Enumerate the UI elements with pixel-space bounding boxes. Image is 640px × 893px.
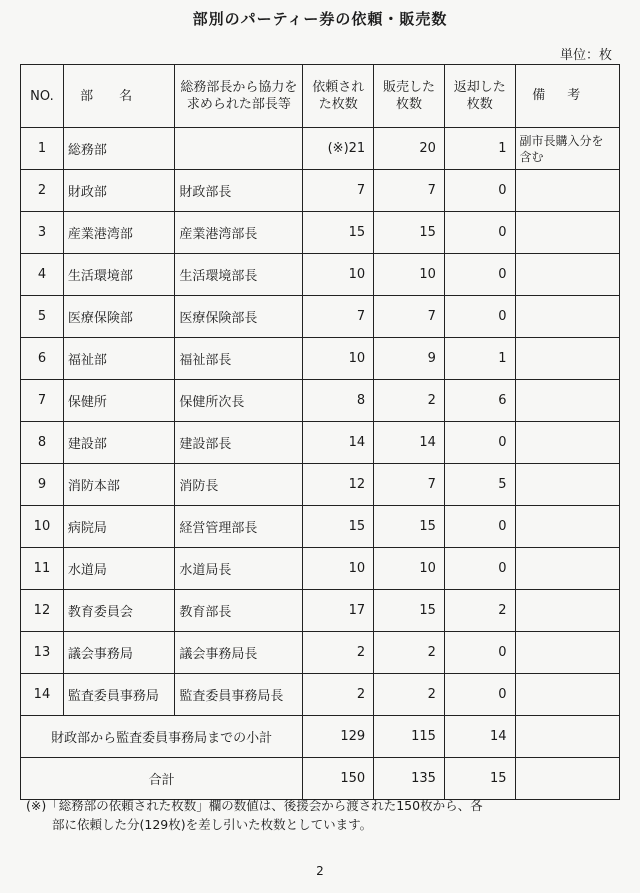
row-note bbox=[515, 380, 619, 422]
row-no: 3 bbox=[21, 212, 64, 254]
row-note bbox=[515, 254, 619, 296]
row-sold: 15 bbox=[374, 590, 445, 632]
row-returned: 5 bbox=[444, 464, 515, 506]
row-requested: 17 bbox=[303, 590, 374, 632]
row-note bbox=[515, 170, 619, 212]
table-row bbox=[21, 632, 620, 674]
row-dept: 医療保険部 bbox=[63, 296, 174, 338]
row-note bbox=[515, 296, 619, 338]
subtotal-note bbox=[515, 716, 619, 758]
table-row bbox=[21, 254, 620, 296]
unit-label: 単位：枚 bbox=[559, 48, 612, 63]
row-sold: 10 bbox=[374, 548, 445, 590]
row-sold: 9 bbox=[374, 338, 445, 380]
document-title: 部別のパーティー券の依頼・販売数 bbox=[192, 10, 448, 28]
row-returned: 0 bbox=[444, 254, 515, 296]
row-no: 10 bbox=[21, 506, 64, 548]
header-dept bbox=[63, 65, 174, 128]
subtotal-returned: 14 bbox=[444, 716, 515, 758]
header-returned: 返却した枚数 bbox=[444, 65, 515, 128]
row-returned: 0 bbox=[444, 296, 515, 338]
row-sold: 14 bbox=[374, 422, 445, 464]
total-sold: 135 bbox=[374, 758, 445, 800]
row-note: 副市長購入分を含む bbox=[515, 128, 619, 170]
row-coop bbox=[175, 128, 303, 170]
row-note bbox=[515, 506, 619, 548]
row-sold: 20 bbox=[374, 128, 445, 170]
row-returned: 2 bbox=[444, 590, 515, 632]
table-body bbox=[21, 128, 620, 716]
header-dept-label: 部名 bbox=[80, 88, 159, 104]
table-row bbox=[21, 128, 620, 170]
table-row bbox=[21, 548, 620, 590]
row-coop: 財政部長 bbox=[175, 170, 303, 212]
row-dept: 教育委員会 bbox=[63, 590, 174, 632]
table-row bbox=[21, 674, 620, 716]
row-note bbox=[515, 464, 619, 506]
row-returned: 0 bbox=[444, 548, 515, 590]
row-dept: 消防本部 bbox=[63, 464, 174, 506]
row-no: 14 bbox=[21, 674, 64, 716]
row-returned: 0 bbox=[444, 674, 515, 716]
row-requested: 8 bbox=[303, 380, 374, 422]
table-row bbox=[21, 590, 620, 632]
row-sold: 7 bbox=[374, 296, 445, 338]
row-sold: 15 bbox=[374, 212, 445, 254]
row-note bbox=[515, 548, 619, 590]
table-row bbox=[21, 380, 620, 422]
row-sold: 7 bbox=[374, 464, 445, 506]
header-coop: 総務部長から協力を求められた部長等 bbox=[175, 65, 303, 128]
row-no: 4 bbox=[21, 254, 64, 296]
row-sold: 2 bbox=[374, 674, 445, 716]
row-no: 5 bbox=[21, 296, 64, 338]
row-dept: 総務部 bbox=[63, 128, 174, 170]
row-dept: 産業港湾部 bbox=[63, 212, 174, 254]
row-requested: 15 bbox=[303, 212, 374, 254]
row-coop: 教育部長 bbox=[175, 590, 303, 632]
header-requested: 依頼された枚数 bbox=[303, 65, 374, 128]
row-note bbox=[515, 212, 619, 254]
page-number: 2 bbox=[316, 864, 324, 878]
footnote-line-1: (※)「総務部の依頼された枚数」欄の数値は、後援会から渡された150枚から、各 bbox=[26, 798, 483, 813]
row-requested: 10 bbox=[303, 254, 374, 296]
row-dept: 福祉部 bbox=[63, 338, 174, 380]
row-requested: 10 bbox=[303, 338, 374, 380]
row-coop: 消防長 bbox=[175, 464, 303, 506]
row-returned: 0 bbox=[444, 212, 515, 254]
row-returned: 0 bbox=[444, 170, 515, 212]
footnote bbox=[26, 796, 616, 834]
ticket-table bbox=[20, 64, 620, 800]
table-row bbox=[21, 338, 620, 380]
row-no: 2 bbox=[21, 170, 64, 212]
row-dept: 監査委員事務局 bbox=[63, 674, 174, 716]
row-note bbox=[515, 338, 619, 380]
row-note bbox=[515, 590, 619, 632]
row-coop: 産業港湾部長 bbox=[175, 212, 303, 254]
row-note bbox=[515, 674, 619, 716]
row-requested: 12 bbox=[303, 464, 374, 506]
row-returned: 1 bbox=[444, 128, 515, 170]
row-dept: 議会事務局 bbox=[63, 632, 174, 674]
table-row bbox=[21, 422, 620, 464]
table-row bbox=[21, 296, 620, 338]
row-sold: 15 bbox=[374, 506, 445, 548]
row-requested: 7 bbox=[303, 296, 374, 338]
row-no: 11 bbox=[21, 548, 64, 590]
total-label: 合計 bbox=[21, 758, 303, 800]
row-dept: 生活環境部 bbox=[63, 254, 174, 296]
row-requested: (※)21 bbox=[303, 128, 374, 170]
row-note bbox=[515, 422, 619, 464]
total-returned: 15 bbox=[444, 758, 515, 800]
row-coop: 経営管理部長 bbox=[175, 506, 303, 548]
row-no: 9 bbox=[21, 464, 64, 506]
row-no: 1 bbox=[21, 128, 64, 170]
row-sold: 2 bbox=[374, 632, 445, 674]
row-requested: 10 bbox=[303, 548, 374, 590]
table-row bbox=[21, 464, 620, 506]
row-returned: 1 bbox=[444, 338, 515, 380]
row-note bbox=[515, 632, 619, 674]
row-dept: 保健所 bbox=[63, 380, 174, 422]
table-row bbox=[21, 506, 620, 548]
row-dept: 財政部 bbox=[63, 170, 174, 212]
total-row bbox=[21, 758, 620, 800]
subtotal-row bbox=[21, 716, 620, 758]
header-no: NO. bbox=[21, 65, 64, 128]
row-returned: 0 bbox=[444, 506, 515, 548]
row-coop: 議会事務局長 bbox=[175, 632, 303, 674]
row-no: 12 bbox=[21, 590, 64, 632]
header-note bbox=[515, 65, 619, 128]
header-sold: 販売した枚数 bbox=[374, 65, 445, 128]
subtotal-requested: 129 bbox=[303, 716, 374, 758]
header-row bbox=[21, 65, 620, 128]
row-coop: 医療保険部長 bbox=[175, 296, 303, 338]
row-returned: 6 bbox=[444, 380, 515, 422]
row-returned: 0 bbox=[444, 422, 515, 464]
table-row bbox=[21, 170, 620, 212]
table-row bbox=[21, 212, 620, 254]
row-no: 7 bbox=[21, 380, 64, 422]
row-requested: 2 bbox=[303, 632, 374, 674]
row-returned: 0 bbox=[444, 632, 515, 674]
subtotal-sold: 115 bbox=[374, 716, 445, 758]
header-note-label: 備考 bbox=[532, 88, 603, 103]
row-requested: 7 bbox=[303, 170, 374, 212]
row-coop: 水道局長 bbox=[175, 548, 303, 590]
row-no: 8 bbox=[21, 422, 64, 464]
total-note bbox=[515, 758, 619, 800]
row-coop: 福祉部長 bbox=[175, 338, 303, 380]
row-coop: 保健所次長 bbox=[175, 380, 303, 422]
row-coop: 生活環境部長 bbox=[175, 254, 303, 296]
row-dept: 水道局 bbox=[63, 548, 174, 590]
footnote-line-2: 部に依頼した分(129枚)を差し引いた枚数としています。 bbox=[52, 817, 373, 832]
total-requested: 150 bbox=[303, 758, 374, 800]
row-no: 13 bbox=[21, 632, 64, 674]
row-requested: 2 bbox=[303, 674, 374, 716]
subtotal-label: 財政部から監査委員事務局までの小計 bbox=[21, 716, 303, 758]
row-no: 6 bbox=[21, 338, 64, 380]
row-coop: 建設部長 bbox=[175, 422, 303, 464]
row-requested: 15 bbox=[303, 506, 374, 548]
row-requested: 14 bbox=[303, 422, 374, 464]
row-sold: 7 bbox=[374, 170, 445, 212]
row-dept: 病院局 bbox=[63, 506, 174, 548]
row-sold: 10 bbox=[374, 254, 445, 296]
row-sold: 2 bbox=[374, 380, 445, 422]
row-coop: 監査委員事務局長 bbox=[175, 674, 303, 716]
row-dept: 建設部 bbox=[63, 422, 174, 464]
